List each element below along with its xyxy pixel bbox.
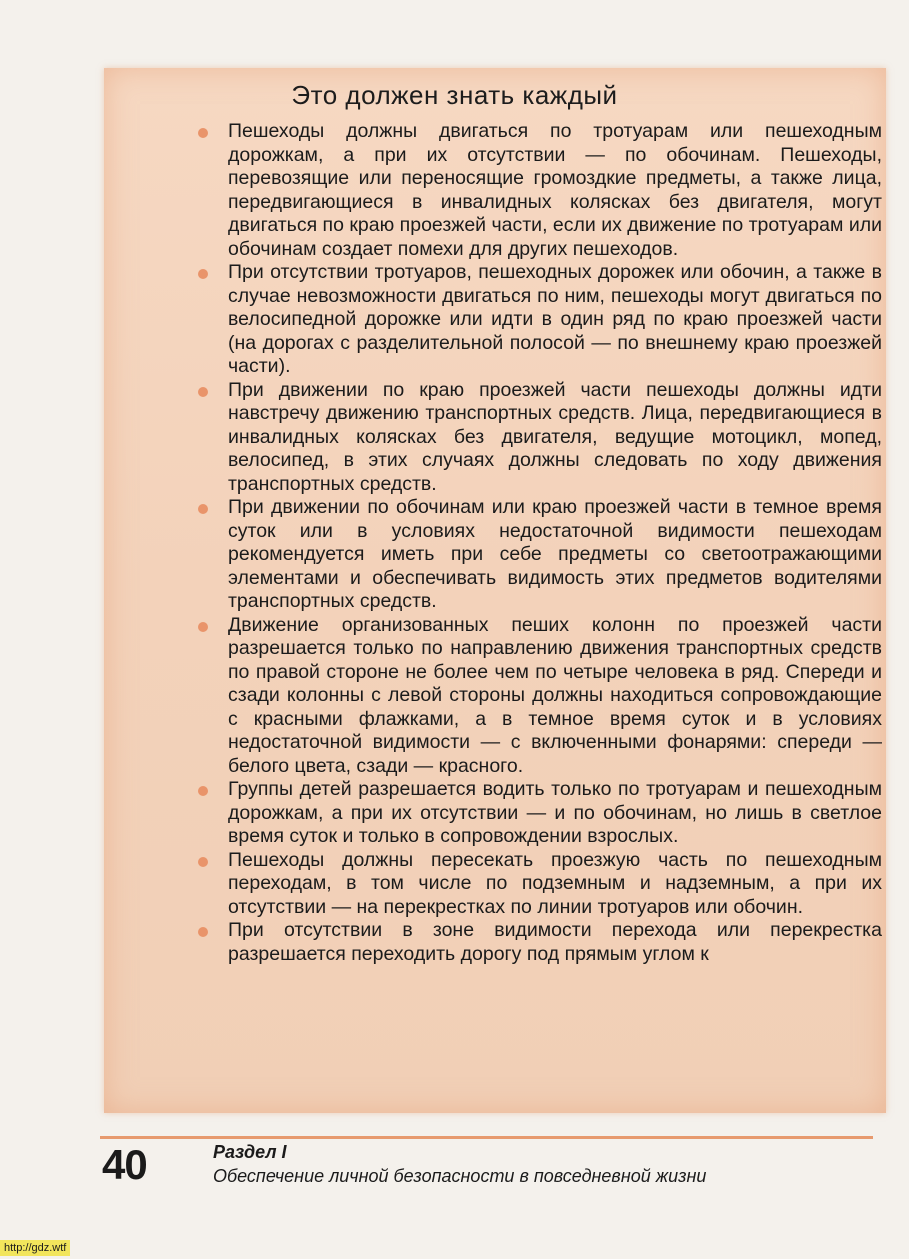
rule-text: При движении по обочинам или краю проезжей части в темное время суток или в условиях недостаточной видимости пешеходам рекомендуется иметь при себе предметы со светоотражающими элементами и обеспечивать видимость этих предметов водителями транспортных средств. (228, 496, 882, 612)
rule-text: При движении по краю проезжей части пешеходы должны идти навстречу движению транспортных средств. Лица, передвигающиеся в инвалидных колясках без двигателя, ведущие мотоцикл, мопед, велосипед, в этих случаях должны следовать по ходу движения транспортных средств. (228, 378, 882, 495)
bullet-icon (198, 786, 208, 796)
rule-text: Пешеходы должны двигаться по тротуарам или пешеходным дорожкам, а при их отсутствии — по обочинам. Пешеходы, перевозящие или переносящие громоздкие предметы, а также лица, передвигающиеся в инвалидных колясках без двигателя, могут двигаться по краю проезжей части, если их движение по тротуарам или обочинам создает помехи для других пешеходов. (228, 120, 882, 260)
rule-item (198, 614, 882, 779)
rule-text: При отсутствии тротуаров, пешеходных дорожек или обочин, а также в случае невозможности двигаться по ним, пешеходы могут двигаться по велосипедной дорожке или идти в один ряд по краю проезжей части (на дорогах с разделительной полосой — по внешнему краю проезжей части). (228, 261, 882, 377)
bullet-icon (198, 269, 208, 279)
rule-item (198, 496, 882, 614)
page-number: 40 (102, 1141, 147, 1188)
rules-list (198, 120, 882, 966)
section-title: Раздел I (213, 1142, 287, 1162)
rule-item (198, 849, 882, 920)
bullet-icon (198, 387, 208, 397)
bullet-icon (198, 128, 208, 138)
rule-text: При отсутствии в зоне видимости перехода или перекрестка разрешается переходить дорогу под прямым углом к (228, 919, 882, 965)
footer-divider (100, 1136, 873, 1139)
rule-item (198, 379, 882, 497)
rule-item (198, 261, 882, 379)
rule-text: Движение организованных пеших колонн по проезжей части разрешается только по направлению движения транспортных средств по правой стороне не более чем по четыре человека в ряд. Спереди и сзади колонны с левой стороны должны находиться сопровождающие с красными флажками, а в темное время суток и в условиях недостаточной видимости — с включенными фонарями: спереди — белого цвета, сзади — красного. (228, 613, 882, 777)
rule-text: Пешеходы должны пересекать проезжую часть по пешеходным переходам, в том числе по подземным и надземным, а при их отсутствии — на перекрестках по линии тротуаров или обочин. (228, 848, 882, 918)
rule-item (198, 120, 882, 261)
rule-item (198, 919, 882, 966)
bullet-icon (198, 504, 208, 514)
panel-title: Это должен знать каждый (291, 80, 618, 110)
watermark-link[interactable]: http://gdz.wtf (0, 1240, 70, 1256)
bullet-icon (198, 857, 208, 867)
bullet-icon (198, 927, 208, 937)
rule-text: Группы детей разрешается водить только по тротуарам и пешеходным дорожкам, а при их отсутствии — и по обочинам, но лишь в светлое время суток и только в сопровождении взрослых. (228, 778, 882, 847)
rule-item (198, 778, 882, 849)
section-subtitle: Обеспечение личной безопасности в повседневной жизни (213, 1166, 707, 1186)
bullet-icon (198, 622, 208, 632)
